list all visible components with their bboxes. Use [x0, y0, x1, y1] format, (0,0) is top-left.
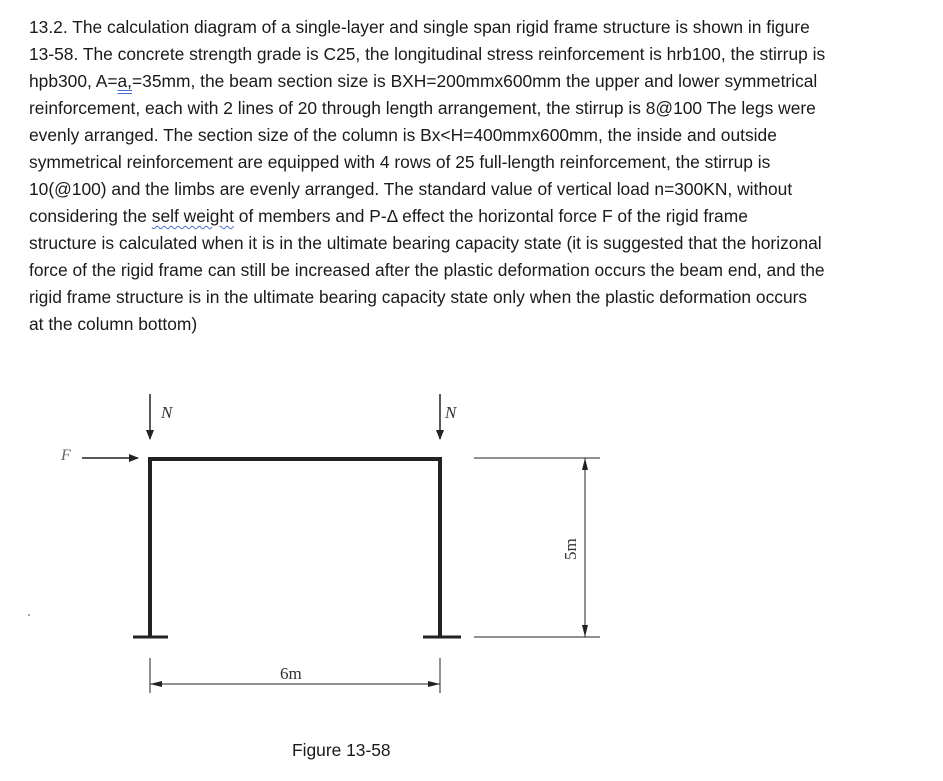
rigid-frame	[133, 457, 461, 637]
speck-2	[28, 614, 30, 616]
problem-line-5: evenly arranged. The section size of the column is Bx<H=400mmx600mm, the inside and outside	[29, 125, 777, 145]
figure-caption: Figure 13-58	[292, 740, 391, 760]
problem-line-8a: considering the	[29, 206, 152, 226]
problem-line-3a: hpb300, A=	[29, 71, 118, 91]
problem-line-12: at the column bottom)	[29, 314, 198, 334]
span-label: 6m	[280, 664, 302, 683]
self-weight-term: self weight	[151, 206, 234, 226]
problem-line-9: structure is calculated when it is in the ultimate bearing capacity state (it is suggested that the horizonal	[29, 233, 822, 253]
problem-line-8	[29, 203, 934, 230]
height-label: 5m	[561, 538, 580, 560]
height-dimension	[474, 458, 600, 637]
force-label: F	[61, 447, 71, 464]
problem-line-2: 13-58. The concrete strength grade is C25, the longitudinal stress reinforcement is hrb100, the stirrup is	[29, 44, 826, 64]
problem-line-6: symmetrical reinforcement are equipped with 4 rows of 25 full-length reinforcement, the stirrup is	[29, 152, 771, 172]
problem-line-7: 10(@100) and the limbs are evenly arranged. The standard value of vertical load n=300KN, without	[29, 179, 793, 199]
frame-diagram	[0, 380, 943, 740]
problem-line-8c: of members and P-Δ effect the horizontal force F of the rigid frame	[233, 206, 748, 226]
problem-line-1: 13.2. The calculation diagram of a single-layer and single span rigid frame structure is shown in figure	[29, 17, 810, 37]
problem-line-3	[29, 68, 934, 95]
problem-line-10: force of the rigid frame can still be increased after the plastic deformation occurs the beam end, and the	[29, 260, 825, 280]
problem-line-4: reinforcement, each with 2 lines of 20 through length arrangement, the stirrup is 8@100 The legs were	[29, 98, 816, 118]
problem-line-11: rigid frame structure is in the ultimate bearing capacity state only when the plastic deformation occurs	[29, 287, 808, 307]
cover-symbol: a,	[117, 71, 133, 91]
problem-statement	[29, 14, 934, 338]
load-label-left: N	[161, 403, 173, 422]
load-label-right: N	[445, 403, 457, 422]
problem-line-3c: =35mm, the beam section size is BXH=200mmx600mm the upper and lower symmetrical	[132, 71, 818, 91]
